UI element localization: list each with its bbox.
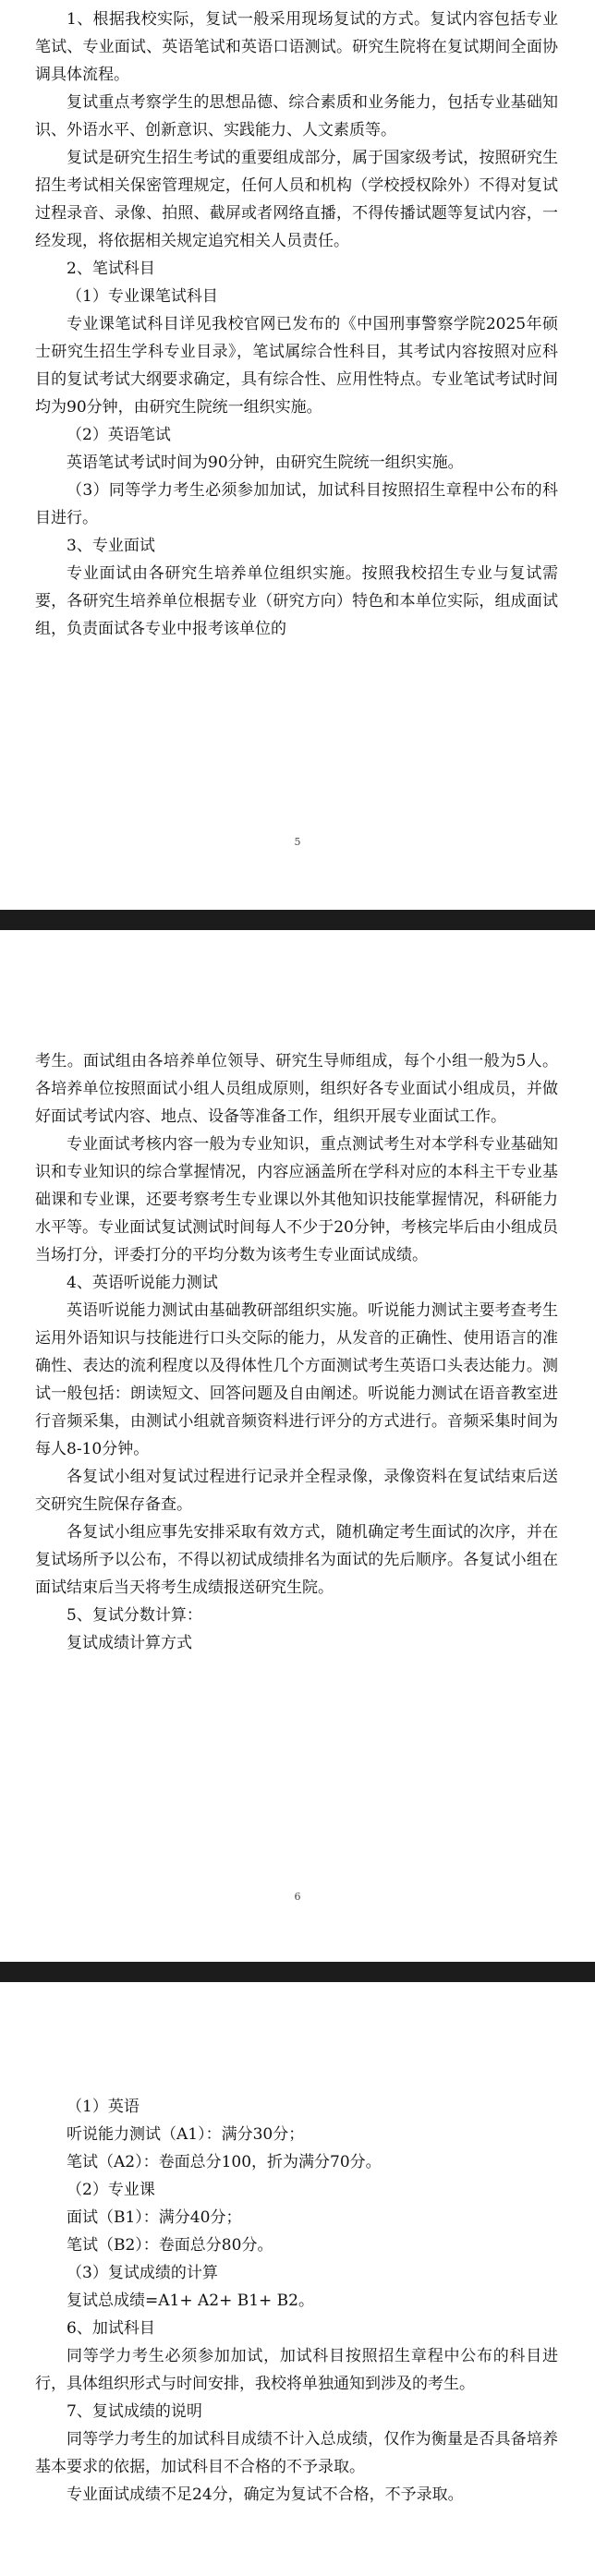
section-heading: 4、英语听说能力测试 — [67, 1274, 218, 1292]
paragraph: （3）同等学力考生必须参加加试，加试科目按照招生章程中公布的科目进行。 — [35, 481, 558, 527]
subsection-heading: （1）英语 — [67, 2098, 140, 2116]
page-number: 6 — [294, 1891, 301, 1903]
section-heading: 3、专业面试 — [67, 537, 155, 555]
paragraph: 英语笔试考试时间为90分钟，由研究生院统一组织实施。 — [67, 454, 464, 472]
paragraph: 各复试小组对复试过程进行记录并全程录像，录像资料在复试结束后送交研究生院保存备查。 — [35, 1468, 558, 1514]
paragraph: 听说能力测试（A1）：满分30分； — [67, 2125, 305, 2144]
subsection-heading: （2）英语笔试 — [67, 426, 171, 444]
paragraph: 复试是研究生招生考试的重要组成部分，属于国家级考试，按照研究生招生考试相关保密管理规定，任何人员和机构（学校授权除外）不得对复试过程录音、录像、拍照、截屏或者网络直播，不得传播试题等复试内容，一经发现，将依据相关规定追究相关人员责任。 — [35, 149, 558, 250]
paragraph: 专业课笔试科目详见我校官网已发布的《中国刑事警察学院2025年硕士研究生招生学科专业目录》，笔试属综合性科目，其考试内容按照对应科目的复试考试大纲要求确定，具有综合性、应用性特点。专业笔试考试时间均为90分钟，由研究生院统一组织实施。 — [35, 315, 558, 417]
paragraph: 1、根据我校实际，复试一般采用现场复试的方式。复试内容包括专业笔试、专业面试、英语笔试和英语口语测试。研究生院将在复试期间全面协调具体流程。 — [35, 10, 558, 84]
section-heading: 2、笔试科目 — [67, 260, 155, 278]
paragraph: 复试总成绩=A1+ A2+ B1+ B2。 — [67, 2292, 314, 2310]
page-divider — [0, 1962, 595, 1982]
subsection-heading: （3）复试成绩的计算 — [67, 2264, 218, 2282]
paragraph: 考生。面试组由各培养单位领导、研究生导师组成，每个小组一般为5人。各培养单位按照面试小组人员组成原则，组织好各专业面试小组成员，并做好面试考试内容、地点、设备等准备工作，组织开展专业面试工作。 — [35, 1052, 558, 1126]
paragraph: 各复试小组应事先安排采取有效方式，随机确定考生面试的次序，并在复试场所予以公布，不得以初试成绩排名为面试的先后顺序。各复试小组在面试结束后当天将考生成绩报送研究生院。 — [35, 1523, 558, 1597]
paragraph: 专业面试考核内容一般为专业知识，重点测试考生对本学科专业基础知识和专业知识的综合掌握情况，内容应涵盖所在学科对应的本科主干专业基础课和专业课，还要考察考生专业课以外其他知识技能掌握情况，科研能力水平等。专业面试复试测试时间每人不少于20分钟，考核完毕后由小组成员当场打分，评委打分的平均分数为该考生专业面试成绩。 — [35, 1135, 558, 1264]
paragraph: 复试成绩计算方式 — [67, 1634, 192, 1652]
paragraph: 同等学力考生的加试科目成绩不计入总成绩，仅作为衡量是否具备培养基本要求的依据，加试科目不合格的不予录取。 — [35, 2430, 558, 2476]
document-page-6 — [0, 930, 595, 1962]
paragraph: 笔试（A2）：卷面总分100，折为满分70分。 — [67, 2153, 382, 2171]
page-7-body — [35, 2093, 558, 2509]
paragraph: 笔试（B2）：卷面总分80分。 — [67, 2236, 273, 2255]
paragraph: 专业面试成绩不足24分，确定为复试不合格，不予录取。 — [67, 2485, 464, 2504]
page-5-body — [35, 6, 558, 643]
paragraph: 面试（B1）：满分40分； — [67, 2208, 242, 2227]
section-heading: 7、复试成绩的说明 — [67, 2402, 202, 2421]
subsection-heading: （2）专业课 — [67, 2181, 155, 2199]
document-page-5 — [0, 0, 595, 910]
section-heading: 6、加试科目 — [67, 2319, 155, 2338]
subsection-heading: （1）专业课笔试科目 — [67, 287, 218, 306]
page-number: 5 — [294, 836, 301, 848]
document-page-7 — [0, 1982, 595, 2576]
paragraph: 英语听说能力测试由基础教研部组织实施。听说能力测试主要考查考生运用外语知识与技能进行口头交际的能力，从发音的正确性、使用语言的准确性、表达的流利程度以及得体性几个方面测试考生英语口头表达能力。测试一般包括：朗读短文、回答问题及自由阐述。听说能力测试在语音教室进行音频采集，由测试小组就音频资料进行评分的方式进行。音频采集时间为每人8-10分钟。 — [35, 1301, 558, 1458]
page-6-body — [35, 1047, 558, 1657]
paragraph: 同等学力考生必须参加加试，加试科目按照招生章程中公布的科目进行，具体组织形式与时间安排，我校将单独通知到涉及的考生。 — [35, 2347, 558, 2393]
paragraph: 复试重点考察学生的思想品德、综合素质和业务能力，包括专业基础知识、外语水平、创新意识、实践能力、人文素质等。 — [35, 93, 558, 139]
paragraph: 专业面试由各研究生培养单位组织实施。按照我校招生专业与复试需要，各研究生培养单位根据专业（研究方向）特色和本单位实际，组成面试组，负责面试各专业中报考该单位的 — [35, 564, 558, 638]
section-heading: 5、复试分数计算： — [67, 1606, 202, 1625]
page-divider — [0, 910, 595, 930]
